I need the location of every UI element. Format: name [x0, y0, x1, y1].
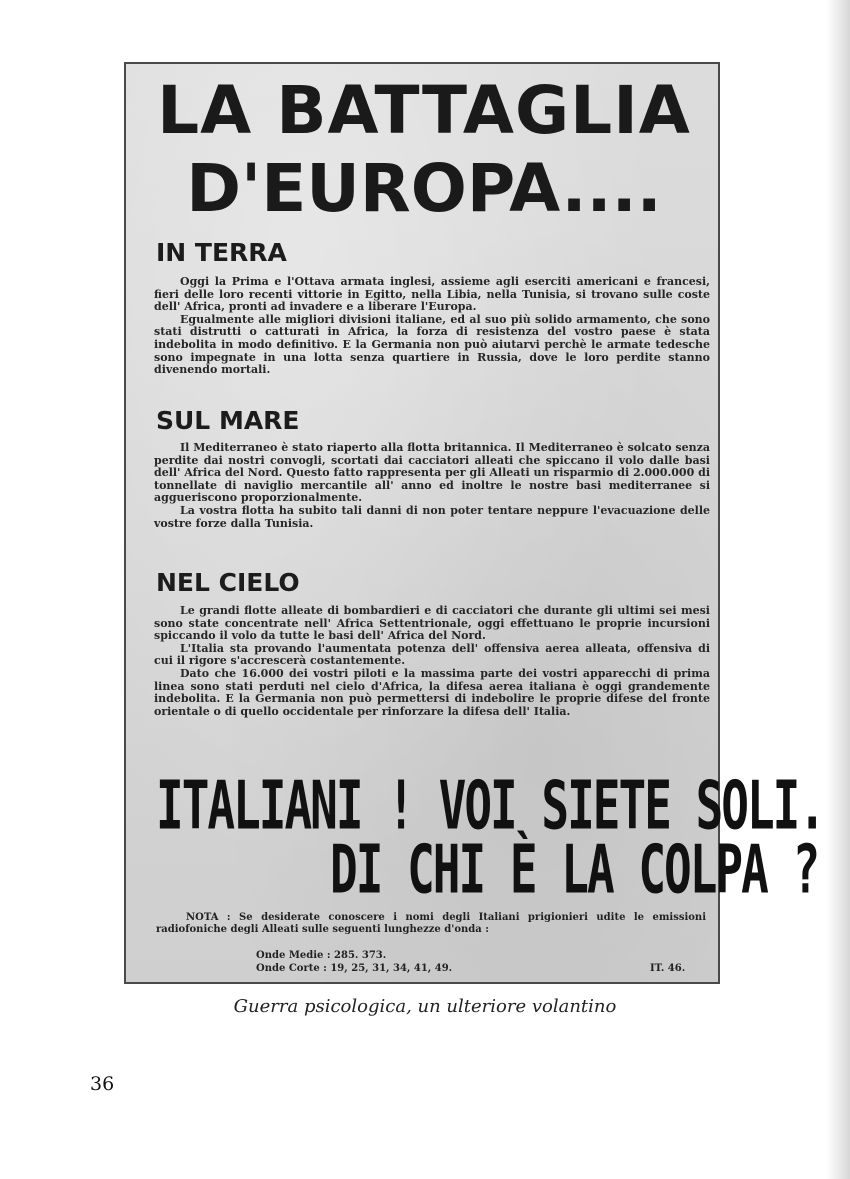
page-number: 36: [90, 1073, 115, 1095]
slogan-line-2: DI CHI È LA COLPA ?: [330, 830, 819, 909]
paragraph: Dato che 16.000 dei vostri piloti e la massima parte dei vostri apparecchi di prima linea sono stati perduti nel cielo d'Africa, la difesa aerea italiana è oggi grandemente indebolita. E la Germania non può permettersi di indebolire le proprie difese del fronte orientale o di quello occidentale per rinforzare la difesa dell' Italia.: [154, 666, 710, 718]
paragraph: L'Italia sta provando l'aumentata potenza dell' offensiva aerea alleata, offensiva di cui il rigore s'accrescerà costantemente.: [154, 641, 710, 668]
paragraph: Oggi la Prima e l'Ottava armata inglesi, assieme agli eserciti americani e francesi, fieri delle loro recenti vittorie in Egitto, nella Libia, nella Tunisia, si trovano sulle coste dell' Africa, pronti ad invadere e a liberare l'Europa.: [154, 275, 710, 314]
section-nel-cielo-body: [154, 605, 710, 718]
paragraph: Le grandi flotte alleate di bombardieri e di cacciatori che durante gli ultimi sei mesi sono state concentrate nell' Africa Settentrionale, oggi effettuano le proprie incursioni spiccando il volo da tutte le basi dell' Africa del Nord.: [154, 604, 710, 643]
leaflet-code: IT. 46.: [650, 963, 686, 974]
frequencies-medium-wave: Onde Medie : 285. 373.: [256, 950, 387, 961]
figure-caption: Guerra psicologica, un ulteriore volantino: [233, 996, 617, 1017]
heading-sul-mare: SUL MARE: [156, 406, 300, 435]
frequencies-short-wave: Onde Corte : 19, 25, 31, 34, 41, 49.: [256, 963, 453, 974]
heading-in-terra: IN TERRA: [156, 238, 287, 267]
paragraph: Il Mediterraneo è stato riaperto alla flotta britannica. Il Mediterraneo è solcato senza perdite dai nostri convogli, scortati dai cacciatori alleati che spiccano il volo dalle basi dell' Africa del Nord. Questo fatto rappresenta per gli Alleati un risparmio di 2.000.000 di tonnellate di naviglio mercantile all' anno ed inoltre le nostre basi mediterranee si aggueriscono proporzionalmente.: [154, 441, 710, 505]
propaganda-leaflet-image: [124, 62, 825, 984]
section-sul-mare-body: [154, 442, 710, 530]
heading-nel-cielo: NEL CIELO: [156, 568, 300, 597]
slogan-line-1: ITALIANI ! VOI SIETE SOLI.: [156, 766, 825, 845]
nota-text: NOTA : Se desiderate conoscere i nomi degli Italiani prigionieri udite le emissioni radiofoniche degli Alleati sulle seguenti lunghezze d'onda :: [156, 912, 706, 935]
leaflet-title-line-2: D'EUROPA....: [186, 150, 662, 227]
section-in-terra-body: [154, 276, 710, 377]
paragraph: La vostra flotta ha subito tali danni di non poter tentare neppure l'evacuazione delle vostre forze dalla Tunisia.: [154, 503, 710, 530]
leaflet-title-line-1: LA BATTAGLIA: [157, 72, 691, 149]
paragraph: Egualmente alle migliori divisioni italiane, ed al suo più solido armamento, che sono stati distrutti o catturati in Africa, la forza di resistenza del vostro paese è stata indebolita in modo definitivo. E la Germania non può aiutarvi perchè le armate tedesche sono impegnate in una lotta senza quartiere in Russia, dove le loro perdite stanno divenendo mortali.: [154, 312, 710, 377]
